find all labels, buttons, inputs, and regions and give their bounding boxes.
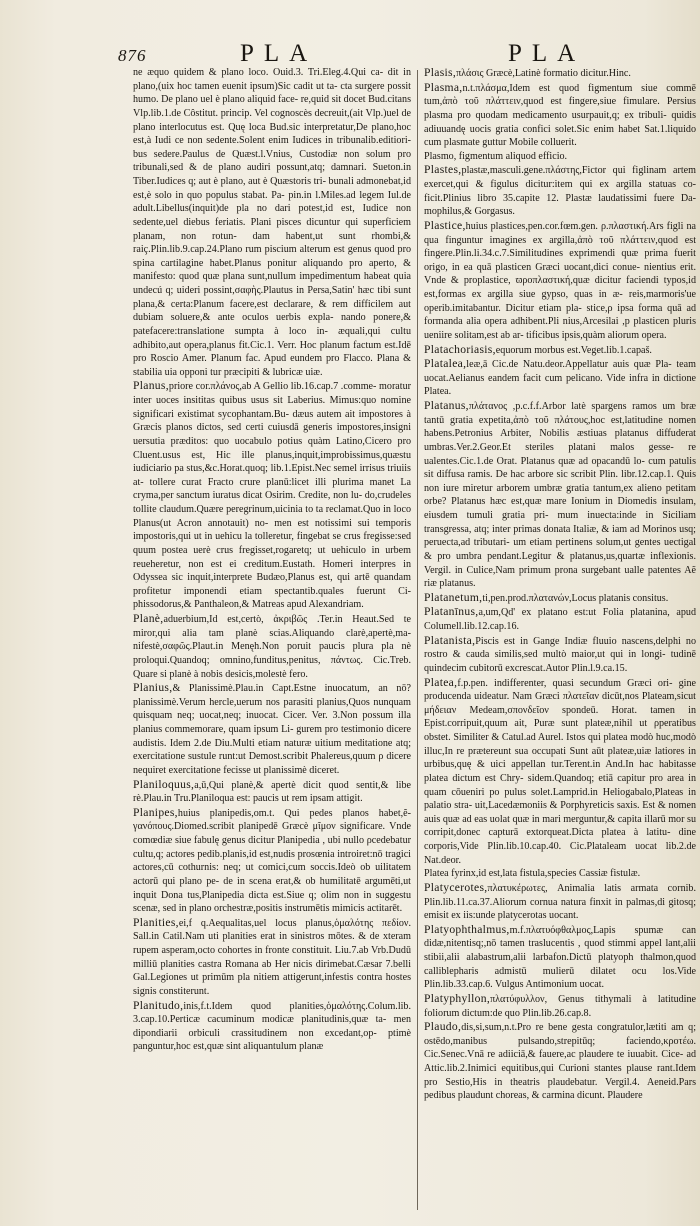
dictionary-entry bbox=[424, 923, 696, 992]
entry-headword: Platachoriasis, bbox=[424, 342, 496, 356]
entry-text: n.t.πλάσμα,Idem est quod figmentum siue commē tum,ἀπὸ τοῦ πλάττειν,quod est fingere,siue fimulare. Persius plasma pro quodam medicamento usurpauit,q; ex tribuli- quidis adiuuandę uocis gratia confici solet.Sic enim habet Sat.1.liquido cum plasmate guttur Mobile colluerit. bbox=[424, 82, 696, 149]
dictionary-entry bbox=[133, 806, 411, 916]
dictionary-entry bbox=[133, 778, 411, 806]
column-divider bbox=[417, 70, 418, 1210]
entry-text: plastæ,masculi.gene.πλάστης,Fictor qui figlinam artem exercet,qui & figulus dicitur:item qui ex argilla statuas co- ficit.Plinius libro 35.capite 12. Plastæ laudatissimi fuere Da- mophilus,& Gorgasus. bbox=[424, 165, 696, 218]
dictionary-entry bbox=[424, 605, 696, 633]
entry-text: & Planissimè.Plau.in Capt.Estne inuocatum, an nō? planissimè.Verum hercle,uerum nos parasiti planius,Quos nunquam quisquam neq; uocat,neq; inuocat. Cicer. Ver. 3.Non possum illa planius commemorare, quam ipsum Li- gurem pro testimonio dicere audistis. Idem 2.de Diu.Multi etiam naturæ uitium meditatione atq; exercitatione sustule runt:ut Demost.scribit Phalereus,quum ρ dicere nequiret exercitatione fecisse ut planissimè diceret. bbox=[133, 683, 411, 776]
dictionary-entry bbox=[424, 634, 696, 676]
entry-text: Piscis est in Gange Indiæ fluuio nascens,delphi no rostro & cauda similis,sed multò maior,ut qui in longi- tudinē quindecim cubitorū excrescat.Autor Plin.l.9.ca.15. bbox=[424, 635, 696, 674]
entry-text: Plasmo, figmentum aliquod efficio. bbox=[424, 150, 568, 162]
entry-text: πλάσις Græcè,Latinè formatio dicitur.Hinc. bbox=[456, 68, 631, 79]
entry-text: ti,pen.prod.πλατανών,Locus platanis consitus. bbox=[482, 592, 669, 604]
dictionary-entry bbox=[424, 150, 696, 164]
dictionary-entry bbox=[424, 66, 696, 81]
dictionary-entry bbox=[424, 591, 696, 606]
dictionary-entry bbox=[424, 676, 696, 868]
entry-text: aduerbium,Id est,certò, ἀκριβῶς .Ter.in Heaut.Sed te miror,qui alia tam planè scias.Aliquando clarè,apertè,ma- nifestè,σαφῶς.Plaut.in Menęh.Non poruit paucis plura pla nè proloqui.Quandoq; omnino,funditus,penitus, πάντως. Cic.Treb. Quare si planè à nobis desicis,molestè fero. bbox=[133, 614, 411, 680]
entry-text: huius plastices,pen.cor.fœm.gen. ρ.πλαστική.Ars figli na qua finguntur imagines ex argilla,ἀπὸ τοῦ πλάττειν,quod est fingere.Plin.li.34.c.7.Similitudines exprimendi quæ prima fuerit origo, in ea quā plasticen Græci uocant,dici conue- nientius erit. Vnde & proplastice, ϖροπλαστική,quæ dicitur faciendi typos,id est,formas ex argilla siue gypso, quas in æ- reis,marmoris'ue operib.imitabantur. Dicitur etiam pla- stice,ρ ipsa forma quā ad formanda alia opera adhibent.Pli nius,Arcesilai ,p plasticen pluris ueniire solitam,est ab ar- tificibus ipsis,quàm aliorum opera. bbox=[424, 220, 696, 341]
entry-text: m.f.πλατυόφθαλμος,Lapis spumæ can didæ,nitentisq;,nō tamen traslucentis , quod stimmi appel lant,alii stibii,alii alabastrum,alii larbafon.Dictū platyoph thalmon,quod calliblepharis admistū mulierū dilatet ocu los.Vide Plin.lib.33.cap.6. Vulgus Antimonium uocat. bbox=[424, 924, 696, 991]
dictionary-entry bbox=[424, 357, 696, 399]
entry-text: πλατυκέρωτες, Animalia latis armata cornib. Plin.lib.11.ca.37.Aliorum cornua natura finxit in palmas,di gitosq; emisit ex iis:unde platycerotas uocant. bbox=[424, 882, 696, 922]
entry-headword: Platyphyllon, bbox=[424, 991, 491, 1005]
entry-headword: Planiloquus, bbox=[133, 777, 195, 791]
dictionary-entry bbox=[424, 343, 696, 358]
entry-headword: Platyophthalmus, bbox=[424, 922, 510, 936]
dictionary-entry bbox=[133, 681, 411, 777]
entry-headword: Planus, bbox=[133, 379, 169, 393]
entry-headword: Platycerotes, bbox=[424, 880, 488, 894]
entry-text: dis,si,sum,n.t.Pro re bene gesta congratulor,lætiti am q; ostēdo,manibus pulsando,strepitūq; faciendo,κροτέω. Cic.Senec.Vnā re adiiciā,& fauere,ac plaudere te iuuabit. Cice- ad Attic.lib.2.Inimici equitibus,qui Curioni stantes plause rant.Idem pro Sestio,His in theatris plaudebatur. Vergil.4. Aeneid.Pars pedibus plaudunt choreas, & carmina dicunt. Plaudere bbox=[424, 1022, 696, 1102]
entry-text: f.p.pen. indifferenter, quasi secundum Græci ori- gine producenda uideatur. Nam Græci πλατεῖαν dicūt,nos Plateam,sicut μήδειαν Medeam,σπονδεῖον spondeū. Horat. tamen in Epist.corripuit,quum ait, Puræ sunt plateæ,nihil ut ρperatibus obstet. Similiter & Catul.ad Aurel. Istos qui platea modò huc,modò illuc,In re prætereunt sua occupati Sunt aūt plateæ,uiæ latiores in urbibus,quę & uici appellan tur.Terent.in And.In hac habitasse platea dictum est Chry- sidem.Quandoq; etiā capitur pro area in quam cōueniri po pulus solet.Lamprid.in Heliogabalo,Plateas in palatio stra- uit,Lacedæmoniis & Porphyreticis saxis. Est & nomen auis quæ ad eas uolat quæ in mari merguntur,& capita illarū mor su corripit,donec capturā extorqueat.Dicta platea à latitu- dine corporis,Vide Plin.lib.10.cap.40. Cic.Plataleam uocat lib.2.de Nat.deor. bbox=[424, 677, 696, 866]
entry-text: priore cor.πλάνος,ab A Gellio lib.16.cap.7 .comme- moratur inter uoces insititas quibus usus sit Laberius. Mimus:quo nomine significari existimat sycophantam.Bu- dæus autem ait impostores à Græcis planos dictos, sed certi cuiusdā generis impostores,insigni uersutia præditos: quo uocabulo potius quàm Latino,Cicero pro Cluent.usus est, Hic ille planus,inquit,improbissimus,quæstu iudiciario pa stus,&c.Horat.quoq; lib.1.Epist.Nec semel irrisus triuiis at- tollere curat Fracto crure planū:licet illi plurima manet La cryma,per sanctum iuratus dicat Osirim. Credite, non lu- do,crudeles tollite claudum.Quære peregrinum,uicinia to ta reclamat.Quo in loco Planus(ut Acron annotauit) no- men est notissimi sui temporis impostoris,qui ut in uehicu la tolleretur, fingebat se crus fregisse:sed quum postea uerè crus fregisset,rogaretq; ut uehiculo in urbem reueheretur, non est ei creditum.Eustath. Homeri interpres in Odyssea sic inquit,interprete Budæo,Planus est, qui artē quandam profitetur imponendi etiam spectantib.quales fuerunt Ci- phissodorus,& Panthaleon,& Matreas apud Alexandriam. bbox=[133, 381, 411, 611]
dictionary-entry bbox=[133, 916, 411, 999]
entry-headword: Platanetum, bbox=[424, 590, 483, 604]
running-head-right: PLA bbox=[508, 40, 586, 67]
dictionary-entry bbox=[424, 81, 696, 150]
dictionary-entry bbox=[424, 881, 696, 923]
entry-text: equorum morbus est.Veget.lib.1.capaš. bbox=[495, 344, 652, 356]
entry-headword: Plastes, bbox=[424, 163, 462, 177]
dictionary-entry bbox=[424, 992, 696, 1020]
entry-headword: Plaudo, bbox=[424, 1020, 462, 1034]
entry-headword: Platanus, bbox=[424, 399, 469, 412]
entry-headword: Planipes, bbox=[133, 805, 178, 819]
dictionary-entry bbox=[424, 219, 696, 343]
entry-headword: Planius, bbox=[133, 681, 173, 695]
entry-text: huius planipedis,om.t. Qui pedes planos habet,ẽ- γανόπους.Diomed.scribit planipedē Græcè μῖμον significare. Vnde comœdiæ siue fabulę genus dicitur Planipedia , ubi nullo ρcedebatur cultu,q; actores pedib.planis,id est,nudis prosœnia introiret:nō tragici actores,cū cothurnis: neq; ut comici,cum soccis.Ideò ob uilitatem actorū qui plano pe- de in scena erat,& ob humilitatē argumēti,ut inquit Dona tus,Planipedia dicta est.Siue q; olim non in suggestu scenæ, sed in plano orchestræ,positis instrumētis mimicis actitarēt. bbox=[133, 807, 411, 915]
entry-text: ne æquo quidem & plano loco. Ouid.3. Tri.Eleg.4.Qui ca- dit in plano,(uix hoc tamen euenit ipsum)Sic cadit ut ta- cta surgere possit humo. De plano uel è plano aliquid face- re,quid sit docet Bud.citans Vlp.lib.1.de Côstitut. princip. Vel cognoscès decreuit,(ait Vlp.)uel de plano interlocutus est. Quę loca Bud.sic interpretatur,De plano,hoc est,à Iudi ce non sedente.Solent enim Iudices in tribunalib.editiori- bus sedere.Paulus de Quæst.l.Vnius, Custodiæ non solum pro tribunali,sed & de plano audiri possunt,atq; damnari. Sueton.in Tiber.Iudices q; aut è plano, aut è Quæstoris tri- bunali admonebat,id est,è solo in quo populus stabat. Pa- pin.in l.Miles.ad legem Iul.de adult.Libellus(inquit)de pla no dari potest,id est, Iudice non sedente,uel diebus feriatis. Plani pisces dicuntur qui superficiem planam, non rotun- dam habent,ut sunt rhombi,& raiç.Plin.lib.9.cap.24.Plano rum piscium alterum est genus quod pro spina cartilagine habet.Planus ponitur aliquando pro aperto, & manifesto: quod quæ plana sunt,nullum impedimentum habeat quia undecú q; uideri possint,σαφὴς.Plautus in Persa,Satin' hæc tibi sunt plana,& certa:Planum facere,est declarare, & rem difficilem aut dubiam soluere,& ante oculos uerbis expla- nando ponere,& patefacere:translatione sumpta à loco in- æquali,qui cultu adhibito,aut opera,planus fit.Cic.1. Verr. Hoc planum factum est.Idē pro Roscio Amer. Planum fac. Apud eundem pro Flacco. Plana & stabilia uia opponi tur præcipiti & lubricæ uiæ. bbox=[133, 67, 411, 378]
entry-headword: Plasis, bbox=[424, 66, 457, 79]
running-head-left: PLA bbox=[240, 40, 318, 67]
dictionary-entry bbox=[133, 379, 411, 612]
entry-text: πλάτανος ,p.c.f.f.Arbor latè spargens ramos um bræ tantū gratia expetita,ἀπὸ τοῦ πλάτους,hoc est,latitudine nomen habens.Petronius Arbiter, Nobilis æstiuas platanus diffuderat umbras.Ver.2.Geor.Et steriles platani malos gesse- re ualentes.Cic.1.de Orat. Platanus quæ ad opacandū lo- cum patulis sit diffusa ramis. De hac arbore sic scribit Plin. libr.12.cap.1. Quis non iure miretur arborem umbræ gratia tantum,ex alieno petitam orbe? Platanus hæc est,quæ mare Ionium in Diomedis insulam, eiusdem tumuli gratia pri- mum inuecta:inde in Siciliam transgressa, atq; inter primas donata Italiæ, & iam ad Morinos usq; peruecta,ad tributari- um etiam pertinens solum,ut gentes uectigal & pro umbra pendant.Legitur & platanus,us,quartæ inflexionis. Vergil. in Culice,Nam primum prona surgebant ualle patentes Aẽ riæ platanus. bbox=[424, 401, 696, 590]
entry-text: ei,f q.Aequalitas,uel locus planus,ὁμαλότης πεδίον. Sall.in Catil.Nam uti planities erat in sinistros mōtes. & de xteram rupem asperam,octo cohortes in fronte constituit. Liu.7.ab Vrb.Dudū milliū planities castra Romana ab Her nicis dirimebat.Cæsar 7.belli Gal.Legiones ut primūm pla nitiem attigerunt,infestis contra hostes signis constiterunt. bbox=[133, 917, 411, 997]
entry-text: a,um,Qd' ex platano est:ut Folia platanina, apud Columell.lib.12.cap.16. bbox=[424, 607, 696, 632]
entry-headword: Platanista, bbox=[424, 633, 476, 647]
entry-headword: Platalea, bbox=[424, 357, 467, 371]
page-number: 876 bbox=[118, 46, 147, 65]
dictionary-entry bbox=[424, 163, 696, 219]
entry-text: a,ū,Qui planè,& apertè dicit quod sentit,& libe rè.Plau.in Tru.Planiloqua est: paucis ut rem ipsam attigit. bbox=[133, 779, 411, 805]
entry-headword: Planè, bbox=[133, 612, 164, 625]
dictionary-entry bbox=[424, 867, 696, 881]
entry-text: inis,f.t.Idem quod planities,ὁμαλότης.Colum.lib. 3.cap.10.Perticæ cacuminum modicæ planitudinis,quæ ta- men dipondiarii orbiculi crassitudinem non excedant,op- ptimè panguntur,hoc est,quæ sint aliquantulum planæ bbox=[133, 1000, 411, 1053]
dictionary-entry bbox=[133, 612, 411, 681]
entry-text: πλατύφυλλον, Genus tithymali à latitudine foliorum dictum:de quo Plin.lib.26.cap.8. bbox=[424, 993, 696, 1019]
dictionary-entry bbox=[424, 1020, 696, 1103]
entry-headword: Plastice, bbox=[424, 218, 466, 232]
left-column bbox=[133, 66, 411, 1216]
entry-text: Platea fyrinx,id est,lata fistula,species Cassiæ fistulæ. bbox=[424, 868, 641, 880]
right-column bbox=[424, 66, 696, 1216]
entry-text: leæ,ā Cic.de Natu.deor.Appellatur auis quæ Pla- team uocat.Aelianus eandem facit cum pelicano. Vide infra in dictione Platea. bbox=[424, 359, 696, 398]
dictionary-entry bbox=[133, 999, 411, 1055]
entry-headword: Planitudo, bbox=[133, 998, 184, 1012]
entry-headword: Plasma, bbox=[424, 80, 463, 94]
entry-headword: Platanīnus, bbox=[424, 605, 479, 619]
entry-headword: Planities, bbox=[133, 915, 179, 929]
dictionary-entry bbox=[424, 399, 696, 591]
entry-headword: Platea, bbox=[424, 675, 458, 689]
dictionary-entry bbox=[133, 66, 411, 379]
